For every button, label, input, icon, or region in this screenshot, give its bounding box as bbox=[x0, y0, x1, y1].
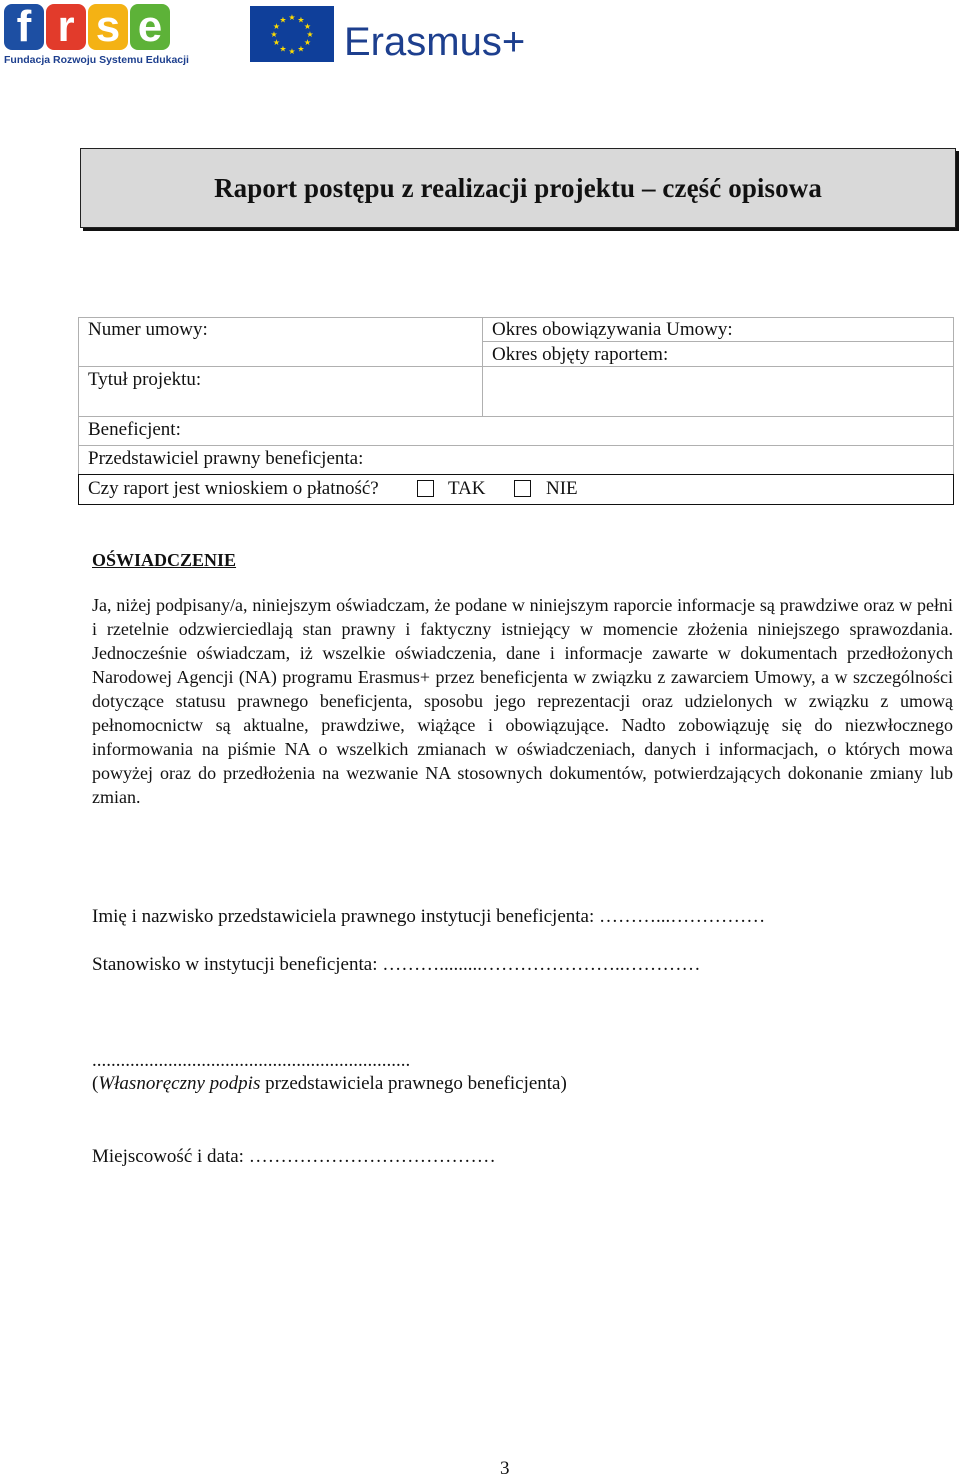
svg-text:★: ★ bbox=[288, 47, 296, 56]
representative-name-label: Imię i nazwisko przedstawiciela prawnego instytucji beneficjenta: bbox=[92, 906, 595, 927]
table-border bbox=[482, 341, 954, 342]
frse-letter-r: r bbox=[46, 4, 86, 50]
erasmus-wordmark: Erasmus+ bbox=[344, 20, 526, 64]
table-border bbox=[78, 504, 954, 505]
page-title: Raport postępu z realizacji projektu – część opisowa bbox=[214, 172, 822, 203]
svg-text:★: ★ bbox=[279, 15, 287, 25]
contract-number-label: Numer umowy: bbox=[88, 319, 208, 340]
table-border bbox=[78, 445, 954, 446]
signature-italic-text: Własnoręczny podpis bbox=[98, 1073, 261, 1094]
legal-representative-label: Przedstawiciel prawny beneficjenta: bbox=[88, 448, 364, 469]
eu-flag-icon bbox=[250, 6, 334, 62]
frse-letter-s: s bbox=[88, 4, 128, 50]
declaration-text: Ja, niżej podpisany/a, niniejszym oświadczam, że podane w niniejszym raporcie informacje są prawdziwe oraz w pełni i rzetelnie odzwierciedlają stan prawny i faktyczny istniejący w momencie złożenia niniejszego sprawozdania. Jednocześnie oświadczam, iż wszelkie oświadczenia, dane i informacje zawarte w dokumentach przedłożonych Narodowej Agencji (NA) programu Erasmus+ przez beneficjenta w związku z zawarciem Umowy, a w szczególności dotyczące statusu prawnego beneficjenta, sposobu jego reprezentacji oraz udzielonych w związku z umową pełnomocnictw są aktualne, prawdziwe, wiążące i obowiązujące. Nadto zobowiązuję się do niezwłocznego informowania na piśmie NA o wszelkich zmianach w oświadczeniach, danych i informacjach, o których mowa powyżej oraz do przedłożenia na wezwanie NA stosownych dokumentów, potwierdzających dokonanie zmiany lub zmian. bbox=[92, 595, 953, 807]
position-dots: ……….........…………………..………… bbox=[382, 954, 701, 975]
table-border bbox=[78, 366, 954, 367]
table-border bbox=[78, 317, 79, 475]
title-box bbox=[80, 148, 956, 228]
signature-open-paren: ( bbox=[92, 1073, 99, 1094]
frse-logo bbox=[4, 2, 189, 66]
frse-letter-f: f bbox=[4, 4, 44, 50]
table-border bbox=[78, 474, 954, 475]
table-border bbox=[953, 474, 954, 505]
svg-text:★: ★ bbox=[288, 13, 296, 22]
svg-text:★: ★ bbox=[303, 38, 312, 47]
position-field bbox=[92, 954, 700, 976]
page-number: 3 bbox=[500, 1458, 510, 1479]
table-border bbox=[78, 416, 954, 417]
table-border bbox=[78, 474, 79, 505]
place-date-label: Miejscowość i data: bbox=[92, 1146, 244, 1167]
contract-period-label: Okres obowiązywania Umowy: bbox=[492, 319, 733, 340]
payment-request-question: Czy raport jest wnioskiem o płatność? bbox=[88, 478, 379, 499]
signature-dots: ................................................................... bbox=[92, 1050, 411, 1071]
place-date-field bbox=[92, 1146, 496, 1168]
representative-name-field bbox=[92, 906, 765, 928]
beneficiary-label: Beneficjent: bbox=[88, 419, 181, 440]
report-period-label: Okres objęty raportem: bbox=[492, 344, 669, 365]
erasmus-logo bbox=[250, 6, 540, 66]
frse-logo-letters bbox=[4, 4, 170, 52]
table-border bbox=[78, 317, 954, 318]
frse-letter-e: e bbox=[130, 4, 170, 50]
svg-text:★: ★ bbox=[297, 15, 305, 25]
svg-text:★: ★ bbox=[306, 30, 314, 39]
svg-text:★: ★ bbox=[279, 44, 287, 54]
table-border bbox=[482, 317, 483, 417]
place-date-dots: ………………………………… bbox=[248, 1146, 496, 1167]
option-nie-label: NIE bbox=[546, 478, 578, 499]
project-title-label: Tytuł projektu: bbox=[88, 369, 202, 390]
checkbox-tak[interactable] bbox=[417, 480, 434, 497]
representative-name-dots: ………...…………… bbox=[599, 906, 766, 927]
signature-caption-rest: przedstawiciela prawnego beneficjenta) bbox=[260, 1073, 567, 1094]
svg-text:★: ★ bbox=[270, 30, 278, 39]
svg-text:★: ★ bbox=[272, 22, 281, 31]
signature-caption bbox=[92, 1073, 567, 1095]
frse-subtitle: Fundacja Rozwoju Systemu Edukacji bbox=[4, 54, 189, 66]
checkbox-nie[interactable] bbox=[514, 480, 531, 497]
svg-text:★: ★ bbox=[303, 22, 312, 31]
declaration-heading: OŚWIADCZENIE bbox=[92, 550, 237, 570]
svg-text:★: ★ bbox=[272, 38, 281, 47]
option-tak-label: TAK bbox=[448, 478, 486, 499]
svg-text:★: ★ bbox=[297, 44, 305, 54]
position-label: Stanowisko w instytucji beneficjenta: bbox=[92, 954, 378, 975]
